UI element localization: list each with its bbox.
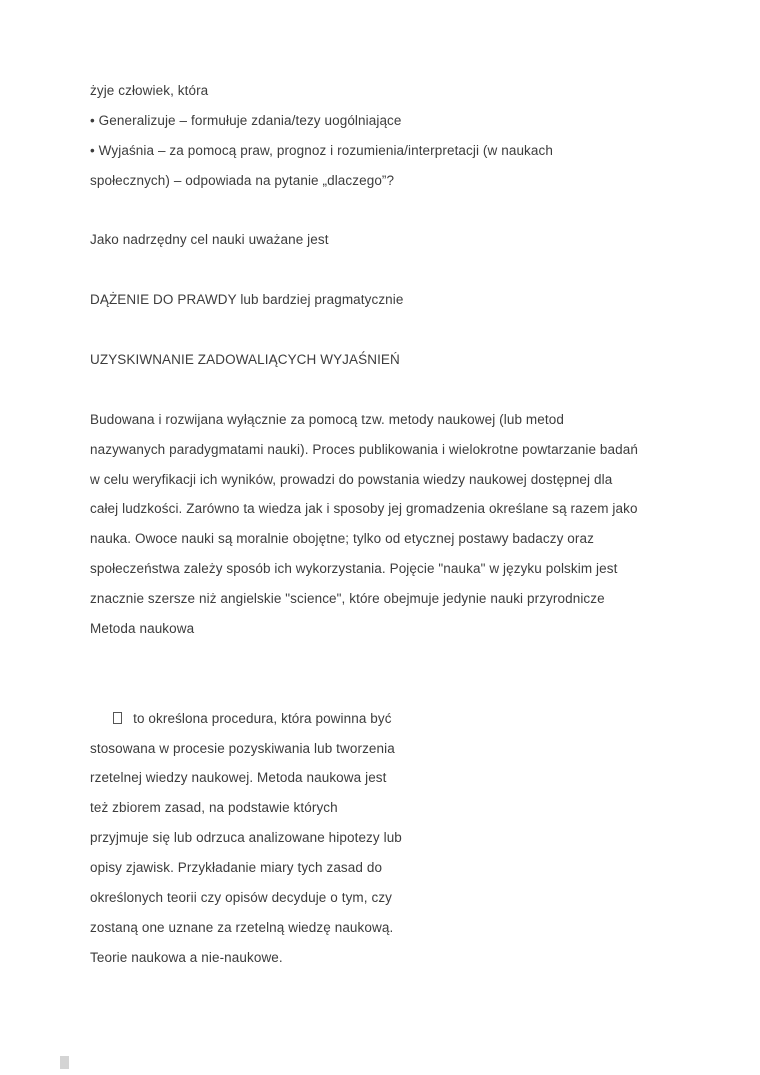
blank-line bbox=[90, 375, 690, 405]
doc-line: Budowana i rozwijana wyłącznie za pomocą tzw. metody naukowej (lub metod bbox=[90, 411, 564, 427]
doc-line: nazywanych paradygmatami nauki). Proces publikowania i wielokrotne powtarzanie badań bbox=[90, 441, 638, 457]
page-corner-artifact bbox=[60, 1056, 69, 1069]
doc-line: nauka. Owoce nauki są moralnie obojętne; tylko od etycznej postawy badaczy oraz bbox=[90, 531, 594, 547]
doc-line: społecznych) – odpowiada na pytanie „dlaczego”? bbox=[90, 172, 395, 188]
missing-glyph-icon bbox=[113, 712, 122, 724]
doc-line: społeczeństwa zależy sposób ich wykorzystania. Pojęcie "nauka" w języku polskim jest bbox=[90, 561, 618, 577]
blank-line bbox=[90, 315, 690, 345]
doc-line: w celu weryfikacji ich wyników, prowadzi do powstania wiedzy naukowej dostępnej dla bbox=[90, 471, 613, 487]
doc-line-emphasis: DĄŻENIE DO PRAWDY lub bardziej pragmatycznie bbox=[90, 292, 404, 308]
bullet-line: • Generalizuje – formułuje zdania/tezy uogólniające bbox=[90, 112, 402, 128]
doc-line: znacznie szersze niż angielskie "science", które obejmuje jedynie nauki przyrodnicze bbox=[90, 591, 605, 607]
doc-line: Metoda naukowa bbox=[90, 621, 195, 637]
blank-line bbox=[90, 255, 690, 285]
doc-line: stosowana w procesie pozyskiwania lub tworzenia bbox=[90, 740, 395, 756]
doc-line: opisy zjawisk. Przykładanie miary tych zasad do bbox=[90, 860, 383, 876]
doc-line: rzetelnej wiedzy naukowej. Metoda naukowa jest bbox=[90, 770, 387, 786]
doc-line: Jako nadrzędny cel nauki uważane jest bbox=[90, 232, 329, 248]
doc-line: zostaną one uznane za rzetelną wiedzę naukową. bbox=[90, 919, 394, 935]
doc-line bbox=[90, 674, 690, 726]
bullet-line: • Wyjaśnia – za pomocą praw, prognoz i rozumienia/interpretacji (w naukach bbox=[90, 142, 553, 158]
doc-line-emphasis: UZYSKIWNANIE ZADOWALIĄCYCH WYJAŚNIEŃ bbox=[90, 352, 400, 368]
blank-line bbox=[90, 196, 690, 226]
doc-line: Teorie naukowa a nie-naukowe. bbox=[90, 949, 283, 965]
doc-line: określonych teorii czy opisów decyduje o tym, czy bbox=[90, 890, 393, 906]
doc-line: całej ludzkości. Zarówno ta wiedza jak i sposoby jej gromadzenia określane są razem jako bbox=[90, 501, 638, 517]
doc-line: też zbiorem zasad, na podstawie których bbox=[90, 800, 338, 816]
blank-line bbox=[90, 644, 690, 674]
doc-line: żyje człowiek, która bbox=[90, 83, 209, 98]
doc-line-text: to określona procedura, która powinna być bbox=[133, 710, 392, 726]
doc-line: przyjmuje się lub odrzuca analizowane hipotezy lub bbox=[90, 830, 402, 846]
document-body bbox=[90, 76, 690, 973]
